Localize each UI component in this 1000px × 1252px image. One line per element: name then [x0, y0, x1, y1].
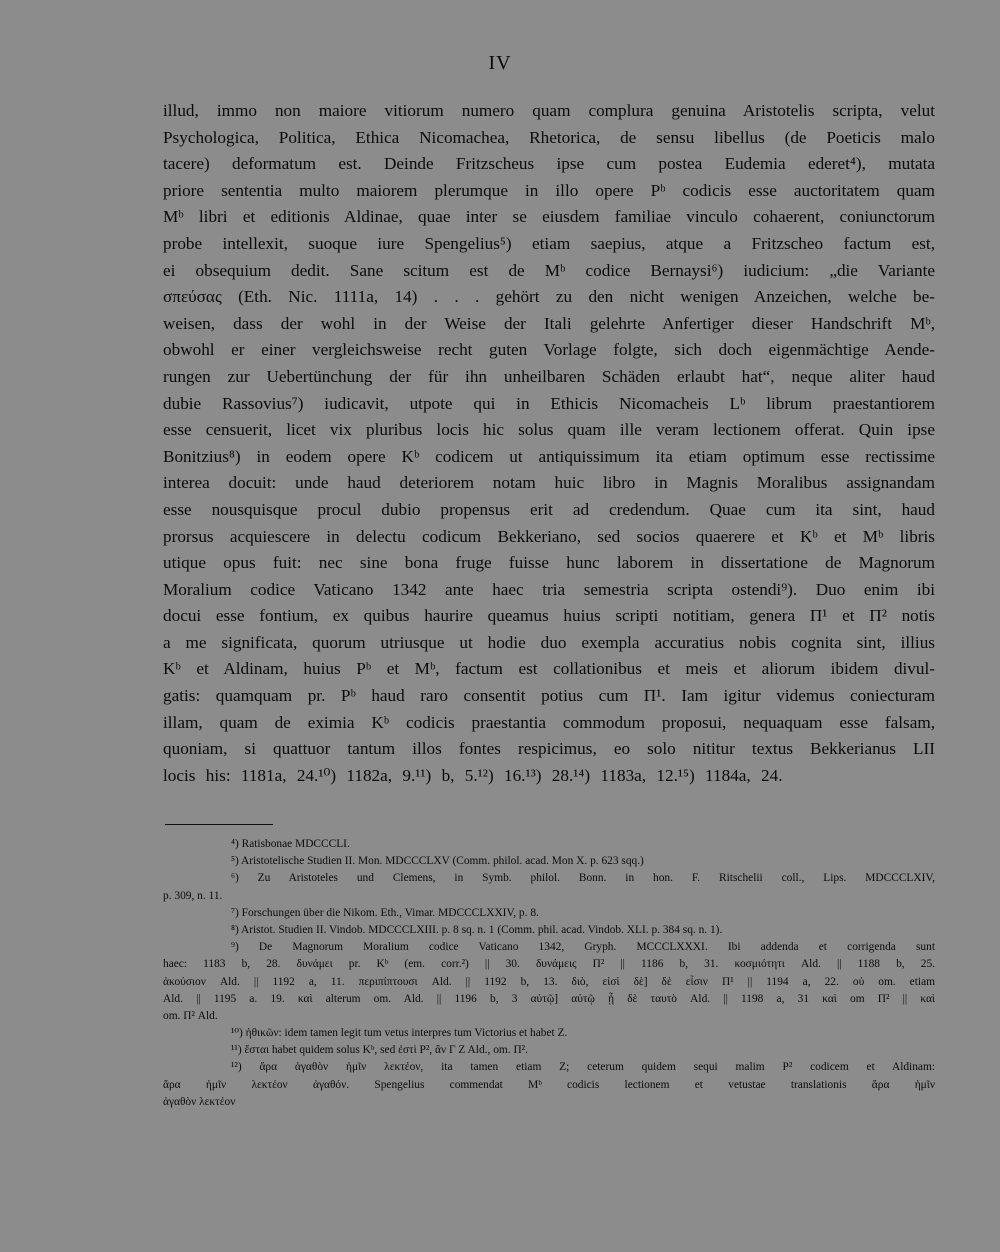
footnote	[163, 853, 935, 870]
body-line: prorsus acquiescere in delectu codicum Bekkeriano, sed socios quaerere et Kᵇ et Mᵇ libris	[163, 526, 935, 546]
footnote-line: p. 309, n. 11.	[163, 889, 223, 902]
footnote-line: om. Π² Ald.	[163, 1009, 218, 1022]
footnote-separator	[165, 824, 273, 825]
footnote-line: ¹¹) ἔσται habet quidem solus Kᵇ, sed ἐστὶ P², ἂν Γ Z Ald., om. Π².	[231, 1044, 528, 1057]
body-line: quoniam, si quattuor tantum illos fontes respicimus, eo solo nititur textus Bekkerianus LII	[163, 739, 935, 759]
body-line: Mᵇ libri et editionis Aldinae, quae inter se eiusdem familiae vinculo cohaerent, coniunctorum	[163, 207, 935, 227]
body-line: a me significata, quorum utriusque ut hodie duo exempla accuratius nobis cognita sint, illius	[163, 632, 935, 652]
body-text	[163, 98, 935, 789]
footnote-line: Ald. || 1195 a. 19. καὶ alterum om. Ald. || 1196 b, 3 αὐτῷ] αὐτῷ ᾗ δὲ ταυτὸ Ald. || 1198 a, 31 καὶ om Π² || καὶ	[163, 992, 935, 1005]
body-line: obwohl er einer vergleichsweise recht guten Vorlage folgte, sich doch eigenmächtige Aende-	[163, 340, 935, 360]
body-line: probe intellexit, suoque iure Spengelius⁵) etiam saepius, atque a Fritzscheo factum est,	[163, 233, 935, 253]
footnote	[163, 939, 935, 1025]
body-line: gatis: quamquam pr. Pᵇ haud raro consentit potius cum Π¹. Iam igitur videmus coniecturam	[163, 686, 935, 706]
body-line: Psychologica, Politica, Ethica Nicomachea, Rhetorica, de sensu libellus (de Poeticis malo	[163, 127, 935, 147]
footnote-line: ¹²) ἄρα ἀγαθὸν ἡμῖν λεκτέον, ita tamen etiam Z; ceterum quidem sequi malim P² codicem et Aldinam:	[231, 1061, 935, 1074]
footnote	[163, 1042, 935, 1059]
body-line: esse censuerit, licet vix pluribus locis hic solus quam ille veram lectionem offerat. Quin ipse	[163, 420, 935, 440]
body-line: utique opus fuit: nec sine bona fruge fuisse hunc laborem in dissertatione de Magnorum	[163, 553, 935, 573]
body-line: weisen, dass der wohl in der Weise der Itali gelehrte Anfertiger dieser Handschrift Mᵇ,	[163, 313, 935, 333]
footnote	[163, 836, 935, 853]
footnote-line: ἀγαθὸν λεκτέον	[163, 1095, 236, 1108]
body-line: illud, immo non maiore vitiorum numero quam complura genuina Aristotelis scripta, velut	[163, 101, 935, 120]
body-line: dubie Rassovius⁷) iudicavit, utpote qui in Ethicis Nicomacheis Lᵇ librum praestantiorem	[163, 393, 935, 413]
footnote-line: ¹⁰) ἠθικῶν: idem tamen legit tum vetus interpres tum Victorius et habet Z.	[231, 1027, 568, 1040]
body-line: tacere) deformatum est. Deinde Fritzscheus ipse cum postea Eudemia ederet⁴), mutata	[163, 154, 935, 174]
footnote	[163, 922, 935, 939]
footnote	[163, 905, 935, 922]
body-line: Bonitzius⁸) in eodem opere Kᵇ codicem ut antiquissimum ita etiam optimum esse rectissime	[163, 446, 935, 466]
footnote-line: ⁸) Aristot. Studien II. Vindob. MDCCCLXIII. p. 8 sq. n. 1 (Comm. phil. acad. Vindob. XLI. p. 384 sq. n. 1).	[231, 923, 723, 936]
footnote-line: ⁶) Zu Aristoteles und Clemens, in Symb. philol. Bonn. in hon. F. Ritschelii coll., Lips. MDCCCLXIV,	[231, 872, 935, 885]
footnote-line: ⁹) De Magnorum Moralium codice Vaticano 1342, Gryph. MCCCLXXXI. Ibi addenda et corrigenda sunt	[231, 941, 935, 954]
footnote-line: ἀκούσιον Ald. || 1192 a, 11. περιπίπτουσι Ald. || 1192 b, 13. διὸ, εἰσὶ δὲ] δὲ εἶσιν Π¹ || 1194 a, 22. οὐ om. etiam	[163, 975, 935, 988]
body-line: σπεύσας (Eth. Nic. 1111a, 14) . . . gehört zu den nicht wenigen Anzeichen, welche be-	[163, 287, 935, 307]
footnote-line: ⁵) Aristotelische Studien II. Mon. MDCCCLXV (Comm. philol. acad. Mon X. p. 623 sqq.)	[231, 855, 644, 868]
footnote	[163, 1059, 935, 1111]
footnote	[163, 870, 935, 904]
footnote	[163, 1025, 935, 1042]
footnote-line: ⁷) Forschungen über die Nikom. Eth., Vimar. MDCCCLXXIV, p. 8.	[231, 906, 539, 919]
footnote-line: haec: 1183 b, 28. δυνάμει pr. Kᵇ (em. corr.²) || 30. δυνάμεις Π² || 1186 b, 31. κοσμιότητι Ald. || 1188 b, 25.	[163, 958, 935, 971]
body-line: rungen zur Uebertünchung der für ihn unheilbaren Schäden erlaubt hat“, neque aliter haud	[163, 366, 935, 386]
footnotes	[163, 836, 935, 1111]
body-line: priore sententia multo maiorem plerumque in illo opere Pᵇ codicis esse auctoritatem quam	[163, 180, 935, 200]
body-line: esse nousquisque procul dubio propensus erit ad credendum. Quae cum ita sint, haud	[163, 499, 935, 519]
body-line: Moralium codice Vaticano 1342 ante haec tria semestria scripta ostendi⁹). Duo enim ibi	[163, 579, 935, 599]
body-line: locis his: 1181a, 24.¹⁰) 1182a, 9.¹¹) b, 5.¹²) 16.¹³) 28.¹⁴) 1183a, 12.¹⁵) 1184a, 24.	[163, 765, 783, 785]
footnote-line: ἄρα ἡμῖν λεκτέον ἀγαθόν. Spengelius commendat Mᵇ codicis lectionem et vetustae translationis ἄρα ἡμῖν	[163, 1078, 935, 1091]
body-line: illam, quam de eximia Kᵇ codicis praestantia commodum proposui, nequaquam esse falsam,	[163, 712, 935, 732]
page-number: IV	[488, 52, 512, 74]
footnote-line: ⁴) Ratisbonae MDCCCLI.	[231, 838, 350, 850]
body-line: Kᵇ et Aldinam, huius Pᵇ et Mᵇ, factum est collationibus et meis et aliorum ibidem divul-	[163, 659, 935, 679]
body-line: ei obsequium dedit. Sane scitum est de Mᵇ codice Bernaysi⁶) iudicium: „die Variante	[163, 260, 935, 280]
body-line: docui esse fontium, ex quibus haurire queamus huius scripti notitiam, genera Π¹ et Π² notis	[163, 606, 935, 626]
body-line: interea docuit: unde haud deteriorem notam huic libro in Magnis Moralibus assignandam	[163, 473, 935, 493]
